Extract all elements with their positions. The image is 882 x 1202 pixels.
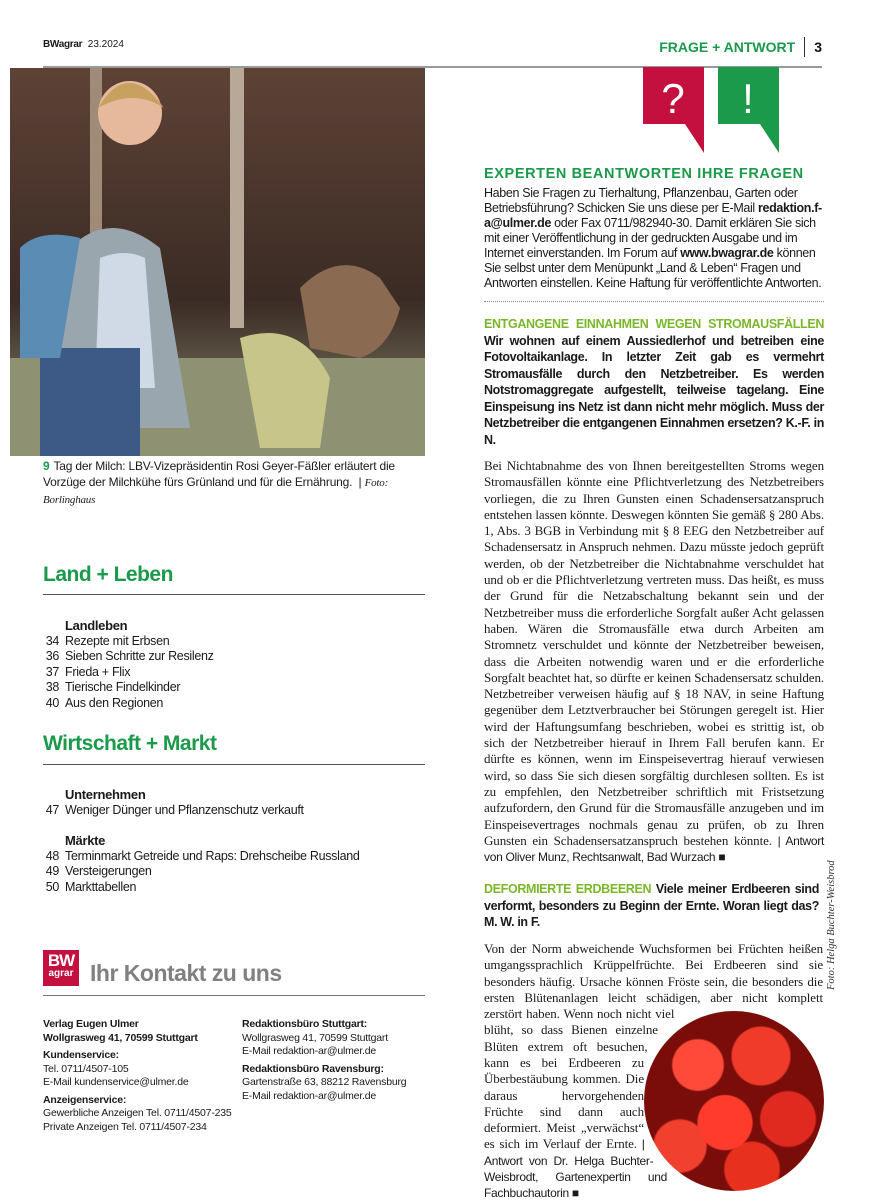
toc-group-heading: Landleben xyxy=(65,618,128,633)
toc-item[interactable]: 37 Frieda + Flix xyxy=(45,664,131,679)
customer-email[interactable]: E-Mail kundenservice@ulmer.de xyxy=(43,1076,189,1088)
divider xyxy=(804,37,805,57)
section-rule xyxy=(43,594,425,595)
caption-text: Tag der Milch: LBV-Vizepräsidentin Rosi Geyer-Fäßler erläutert die Vorzüge der Milchkühe fürs Grünland und für die Ernährung. xyxy=(43,459,395,489)
question-keyword: DEFORMIERTE ERDBEEREN xyxy=(484,882,652,897)
toc-list-landleben xyxy=(43,618,214,711)
toc-section-title: Land + Leben xyxy=(43,563,173,586)
svg-text:!: ! xyxy=(742,75,754,122)
photo-credit: Foto: Borlinghaus xyxy=(43,477,389,506)
question-2: DEFORMIERTE ERDBEEREN Viele meiner Erdbeeren sind verformt, besonders zu Beginn der Ernte. Woran liegt das? M. W. in F. xyxy=(484,882,820,930)
toc-group-heading: Märkte xyxy=(65,833,106,848)
section-rule xyxy=(43,764,425,765)
experts-intro: Haben Sie Fragen zu Tierhaltung, Pflanzenbau, Garten oder Betriebsführung? Schicken Sie uns diese per E-Mail redaktion.f-a@ulmer.de oder Fax 0711/982940-30. Damit erklären Sie sich mit einer Veröffentlichung in der gedruckten Ausgabe und im Internet einverstanden. Im Forum auf www.bwagrar.de können Sie selbst unter dem Menüpunkt „Land & Leben“ Fragen und Antworten einstellen. Keine Haftung für veröffentlichte Antworten. xyxy=(484,186,822,290)
contact-title: Ihr Kontakt zu uns xyxy=(90,960,282,986)
stuttgart-email[interactable]: E-Mail redaktion-ar@ulmer.de xyxy=(242,1045,377,1057)
contact-editorial: Redaktionsbüro Stuttgart: Wollgrasweg 41, 70599 Stuttgart E-Mail redaktion-ar@ulmer.de Redaktionsbüro Ravensburg: Gartenstraße 63, 88212 Ravensburg E-Mail redaktion-ar@ulmer.de xyxy=(242,1018,407,1102)
toc-item[interactable]: 50 Markttabellen xyxy=(45,879,137,894)
toc-item[interactable]: 38 Tierische Findelkinder xyxy=(45,680,181,694)
toc-item[interactable]: 34 Rezepte mit Erbsen xyxy=(45,633,170,648)
page-number: 3 xyxy=(814,39,822,55)
toc-group-heading: Unternehmen xyxy=(65,787,146,802)
section-header xyxy=(659,37,822,57)
photo-caption: 9 Tag der Milch: LBV-Vizepräsidentin Rosi Geyer-Fäßler erläutert die Vorzüge der Milchkühe fürs Grünland und für die Ernährung. | Foto: Borlinghaus xyxy=(43,459,395,506)
answer-1: Bei Nichtabnahme des von Ihnen bereitgestellten Stroms wegen Stromausfällen könnte eine Pflichtverletzung des Netzbetreibers vorliegen, die zu Ihren Gunsten einen Schadensersatzanspruch entstehen lassen könnte. Deswegen könnten Sie gemäß § 280 Abs. 1, Abs. 3 BGB in Verbindung mit § 8 EEG den Netzbetreiber auf Schadensersatz in Anspruch nehmen. Dazu müsste jedoch geprüft werden, ob der Netzbetreiber die Nichtabnahme verschuldet hat und ob er die Pflichtverletzung vertreten muss. Das heißt, es muss der Grund für die Netzabschaltung bekannt sein und der Netzbetreiber muss die erforderliche Sorgfalt außer Acht gelassen haben. Wären die Stromausfälle etwa durch Arbeiten am Stromnetz verschuldet und könnte der Netzbetreiber beweisen, dass die Arbeiten notwendig waren und er die erforderliche Sorgfalt beachtet hat, so dürfte er keinen Schadensersatz schulden. Netzbetreiber verweisen häufig auf § 18 NAV, in seine Haftung gegenüber dem Letztverbraucher bei Störungen geregelt ist. Hier wird der Haftungsumfang beschrieben, wobei es strittig ist, ob sich der Netzbetreiber hierauf in Ihrem Fall berufen kann. Er dürfte es können, wenn im Einspeisevertrag hierauf verwiesen wird, so dass Sie sich diesen sorgfältig durchlesen sollten. Es ist zu empfehlen, den Netzbetreiber schriftlich mit Fristsetzung aufzufordern, den Grund für die Stromausfälle anzugeben und im Einspeisevertrages nochmals genau zu prüfen, ob zu Ihren Gunsten ein Schadensersatzanspruch bestehen könnte. | Antwort von Oliver Munz, Rechtsanwalt, Bad Wurzach ■ xyxy=(484,458,824,865)
issue-info xyxy=(43,39,124,50)
answer-2: Von der Norm abweichende Wuchsformen bei Früchten heißen umgangssprachlich Krüppelfrüchte. Bei Erdbeeren sind sie besonders häufig. Ursache können Fröste sein, die besonders die ersten Blütenanlagen leicht schädigen, aber nicht komplett zerstört haben. Wenn noch nicht viel blüht, so dass Bienen einzelne Blüten extrem oft besuchen, kann es bei Erdbeeren zu Überbestäubung kommen. Die daraus hervorgehenden Früchte sind dann auch deformiert. Meist „verwächst“ es sich im Verlauf der Ernte. | Antwort von Dr. Helga Buchter-Weisbrodt, Gartenexpertin und Fachbuchautorin ■ xyxy=(484,940,823,1201)
caption-number: 9 xyxy=(43,459,50,473)
website-link[interactable]: www.bwagrar.de xyxy=(680,246,774,260)
question-mark-icon xyxy=(643,67,704,153)
toc-item[interactable]: 48 Terminmarkt Getreide und Raps: Drehscheibe Russland xyxy=(45,848,360,863)
exclamation-mark-icon xyxy=(718,67,779,153)
question-1: ENTGANGENE EINNAHMEN WEGEN STROMAUSFÄLLEN Wir wohnen auf einem Aussiedlerhof und betreiben eine Fotovoltaikanlage. In letzter Zeit gab es vermehrt Stromausfälle durch den Netzbetreiber. Es werden Notstromaggregate aufgestellt, teilweise tagelang. Eine Einspeisung ins Netz ist dann nicht mehr möglich. Muss der Netzbetreiber die entgangenen Einnahmen ersetzen? K.-F. in N. xyxy=(484,317,824,447)
toc-item[interactable]: 47 Weniger Dünger und Pflanzenschutz verkauft xyxy=(45,802,304,817)
milk-day-photo xyxy=(10,68,425,456)
toc-section-title: Wirtschaft + Markt xyxy=(43,732,217,755)
dotted-divider xyxy=(484,301,824,302)
svg-text:?: ? xyxy=(661,75,685,122)
qa-column xyxy=(484,165,824,1202)
wrap-spacer xyxy=(823,941,824,1007)
question-keyword: ENTGANGENE EINNAHMEN WEGEN STROMAUSFÄLLEN xyxy=(484,317,824,331)
contact-publisher: Verlag Eugen Ulmer Wollgrasweg 41, 70599 Stuttgart Kundenservice: Tel. 0711/4507-105 E-Mail kundenservice@ulmer.de Anzeigenservice: Gewerbliche Anzeigen Tel. 0711/4507-235 Private Anzeigen Tel. 0711/4507-234 xyxy=(43,1018,232,1133)
ravensburg-email[interactable]: E-Mail redaktion-ar@ulmer.de xyxy=(242,1089,377,1102)
brand: BWagrar xyxy=(43,39,83,50)
toc-item[interactable]: 49 Versteigerungen xyxy=(45,864,152,878)
issue-number: 23.2024 xyxy=(87,39,124,50)
photo-credit-vertical: Foto: Helga Buchter-Weisbrod xyxy=(826,860,837,990)
contact-rule xyxy=(43,995,425,996)
strawberries-photo xyxy=(644,1011,824,1191)
toc-item[interactable]: 40 Aus den Regionen xyxy=(45,695,164,710)
toc-item[interactable]: 36 Sieben Schritte zur Resilenz xyxy=(45,649,214,663)
bwagrar-logo: BW agrar xyxy=(43,950,79,986)
experts-title: EXPERTEN BEANTWORTEN IHRE FRAGEN xyxy=(484,166,804,182)
answer-signature: | Antwort von Oliver Munz, Rechtsanwalt, Bad Wurzach ■ xyxy=(484,833,824,865)
toc-list-wirtschaft xyxy=(43,787,360,895)
answer-signature: | Antwort von Dr. Helga Buchter-Weisbrodt, Gartenexpertin und Fachbuchautorin ■ xyxy=(484,1137,667,1201)
section-name: FRAGE + ANTWORT xyxy=(659,39,796,55)
submission-email[interactable]: redaktion.f-a@ulmer.de xyxy=(484,201,822,230)
